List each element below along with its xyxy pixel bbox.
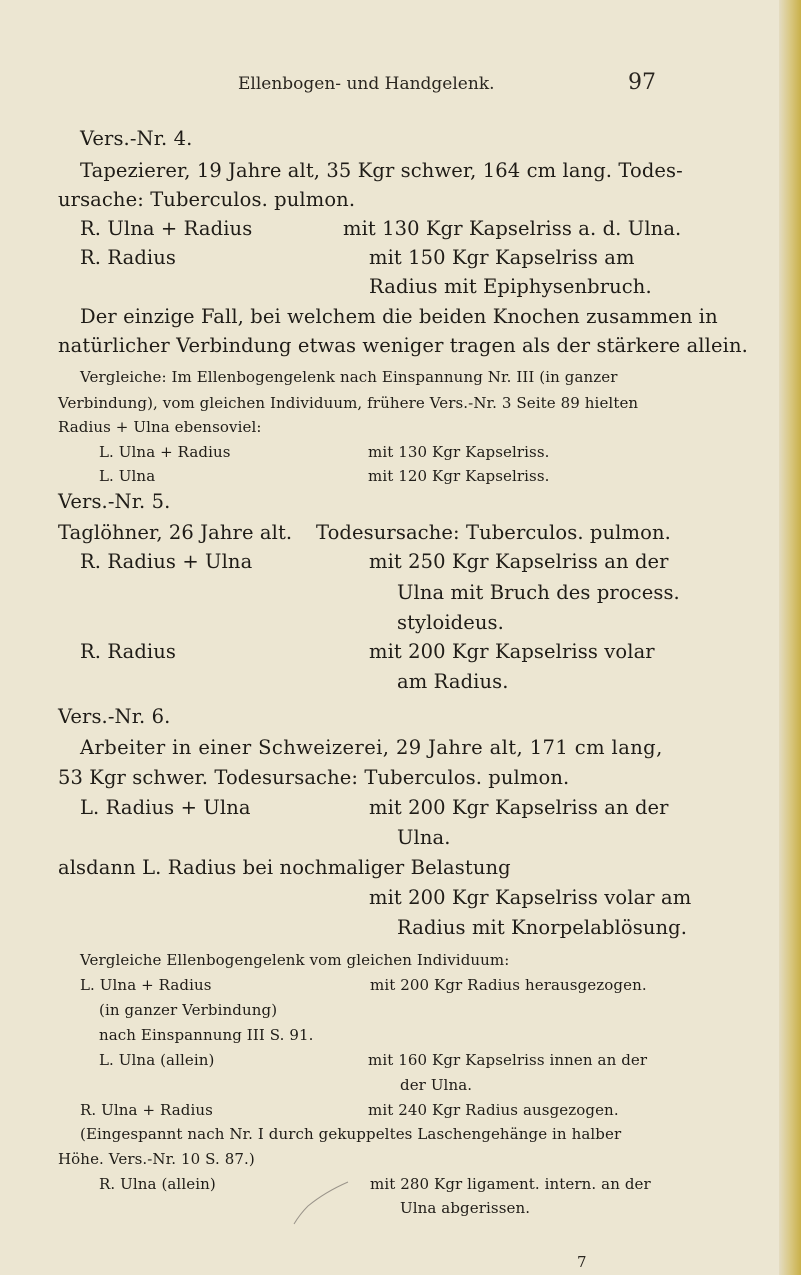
note-line: Höhe. Vers.-Nr. 10 S. 87.) xyxy=(58,1150,255,1168)
note-line: mit 200 Kgr Radius herausgezogen. xyxy=(370,976,647,994)
note-line: Verbindung), vom gleichen Individuum, frühere Vers.-Nr. 3 Seite 89 hielten xyxy=(58,394,639,412)
note-line: nach Einspannung III S. 91. xyxy=(99,1026,314,1044)
text-line: Ulna mit Bruch des process. xyxy=(397,581,680,604)
signature-mark: 7 xyxy=(577,1253,587,1271)
text-line: 53 Kgr schwer. Todesursache: Tuberculos. pulmon. xyxy=(58,766,570,789)
case-heading-6: Vers.-Nr. 6. xyxy=(58,705,171,728)
case-heading-5: Vers.-Nr. 5. xyxy=(58,490,171,513)
note-line: der Ulna. xyxy=(400,1076,473,1094)
page-number: 97 xyxy=(628,70,656,95)
text-line: mit 200 Kgr Kapselriss an der xyxy=(369,796,669,819)
note-line: Ulna abgerissen. xyxy=(400,1199,531,1217)
text-line: mit 130 Kgr Kapselriss a. d. Ulna. xyxy=(343,217,682,240)
text-line: R. Radius + Ulna xyxy=(80,550,253,573)
note-line: L. Ulna + Radius xyxy=(80,976,212,994)
note-line: mit 240 Kgr Radius ausgezogen. xyxy=(368,1101,619,1119)
note-line: L. Ulna + Radius xyxy=(99,443,231,461)
note-line: Radius + Ulna ebensoviel: xyxy=(58,418,262,436)
text-line: Arbeiter in einer Schweizerei, 29 Jahre alt, 171 cm lang, xyxy=(80,736,663,759)
note-line: mit 160 Kgr Kapselriss innen an der xyxy=(368,1051,648,1069)
note-line: (in ganzer Verbindung) xyxy=(99,1001,278,1019)
text-line: Radius mit Knorpelablösung. xyxy=(397,916,688,939)
text-line: mit 250 Kgr Kapselriss an der xyxy=(369,550,669,573)
text-line: natürlicher Verbindung etwas weniger tragen als der stärkere allein. xyxy=(58,334,748,357)
text-line: mit 200 Kgr Kapselriss volar am xyxy=(369,886,692,909)
note-line: mit 120 Kgr Kapselriss. xyxy=(368,467,550,485)
running-title: Ellenbogen- und Handgelenk. xyxy=(238,74,495,94)
text-line: mit 200 Kgr Kapselriss volar xyxy=(369,640,655,663)
text-line: ursache: Tuberculos. pulmon. xyxy=(58,188,356,211)
note-line: R. Ulna (allein) xyxy=(99,1175,216,1193)
note-line: L. Ulna xyxy=(99,467,156,485)
text-line: alsdann L. Radius bei nochmaliger Belastung xyxy=(58,856,511,879)
text-line: Ulna. xyxy=(397,826,451,849)
text-line: Der einzige Fall, bei welchem die beiden Knochen zusammen in xyxy=(80,305,718,328)
pencil-mark xyxy=(290,1178,350,1228)
text-line: styloideus. xyxy=(397,611,504,634)
text-line: R. Ulna + Radius xyxy=(80,217,253,240)
text-line: Taglöhner, 26 Jahre alt. xyxy=(58,521,293,544)
text-line: R. Radius xyxy=(80,640,177,663)
note-line: L. Ulna (allein) xyxy=(99,1051,215,1069)
note-line: mit 130 Kgr Kapselriss. xyxy=(368,443,550,461)
text-line: R. Radius xyxy=(80,246,177,269)
text-line: Todesursache: Tuberculos. pulmon. xyxy=(316,521,671,544)
case-heading-4: Vers.-Nr. 4. xyxy=(80,127,193,150)
note-line: mit 280 Kgr ligament. intern. an der xyxy=(370,1175,651,1193)
note-line: R. Ulna + Radius xyxy=(80,1101,213,1119)
note-line: Vergleiche Ellenbogengelenk vom gleichen Individuum: xyxy=(80,951,510,969)
text-line: mit 150 Kgr Kapselriss am xyxy=(369,246,635,269)
page-edge-shadow xyxy=(779,0,801,1275)
text-line: Tapezierer, 19 Jahre alt, 35 Kgr schwer, 164 cm lang. Todes- xyxy=(80,159,683,182)
note-line: (Eingespannt nach Nr. I durch gekuppeltes Laschengehänge in halber xyxy=(80,1125,622,1143)
text-line: am Radius. xyxy=(397,670,509,693)
note-line: Vergleiche: Im Ellenbogengelenk nach Einspannung Nr. III (in ganzer xyxy=(80,368,618,386)
text-line: Radius mit Epiphysenbruch. xyxy=(369,275,652,298)
text-line: L. Radius + Ulna xyxy=(80,796,251,819)
